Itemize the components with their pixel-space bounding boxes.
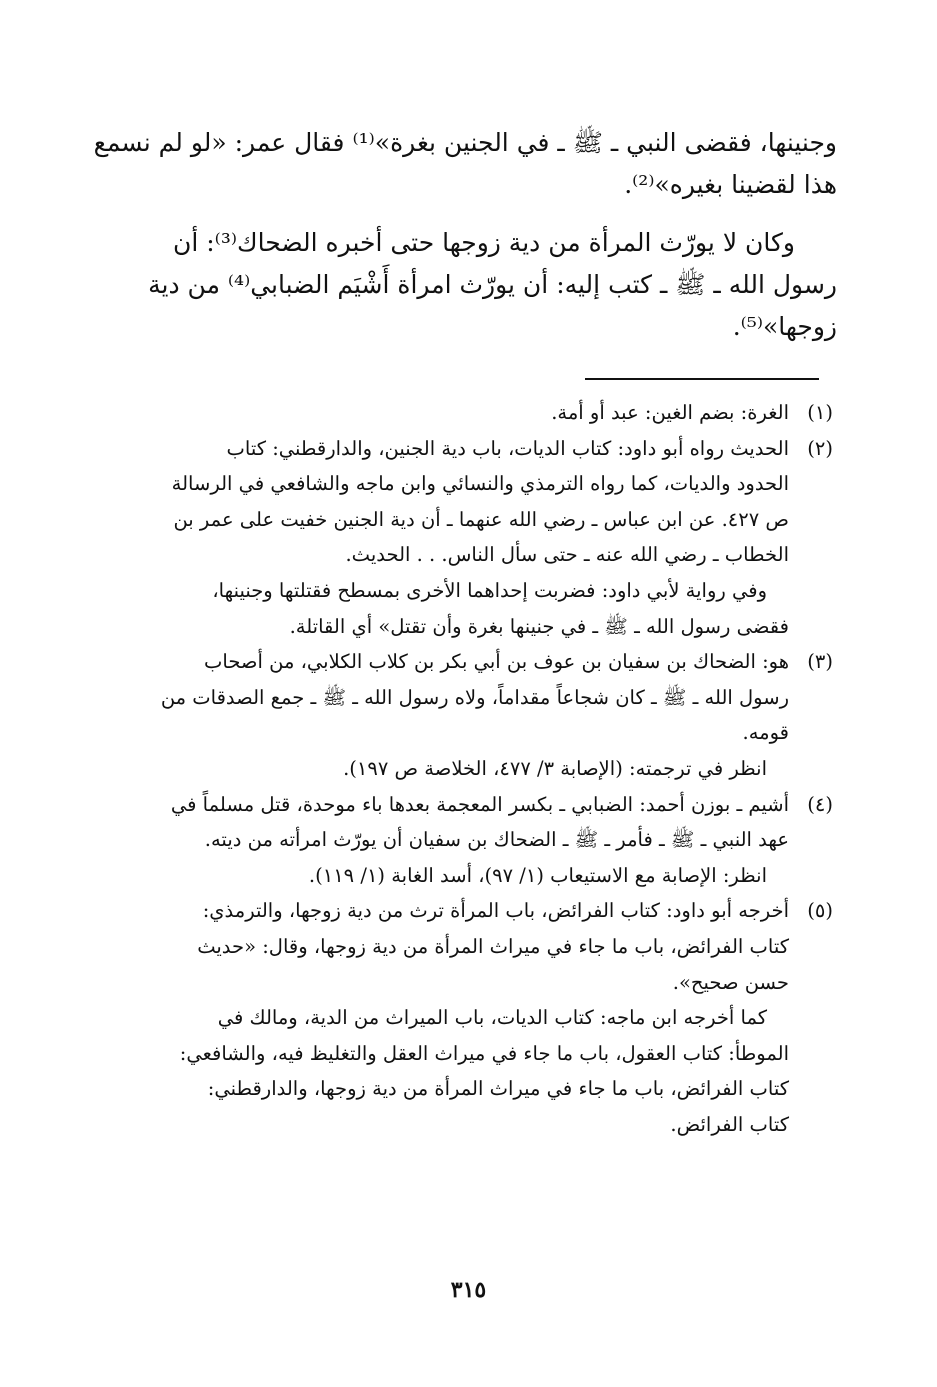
- footnote-line: انظر: الإصابة مع الاستيعاب (١/ ٩٧)، أسد الغابة (١/ ١١٩).: [308, 863, 767, 887]
- footnote-line: كما أخرجه ابن ماجه: كتاب الديات، باب الميراث من الدية، ومالك في: [217, 1006, 767, 1030]
- footnote-separator: [585, 378, 819, 380]
- footnote-5: [100, 893, 833, 1142]
- footnote-line: الحديث رواه أبو داود: كتاب الديات، باب دية الجنين، والدارقطني: كتاب: [226, 436, 789, 460]
- footnote-line: الحدود والديات، كما رواه الترمذي والنسائي وابن ماجه والشافعي في الرسالة: [171, 472, 789, 496]
- footnote-4: [100, 787, 833, 894]
- footnote-number: (٢): [807, 436, 833, 460]
- footnote-line: انظر في ترجمته: (الإصابة ٣/ ٤٧٧، الخلاصة ص ١٩٧).: [343, 756, 767, 780]
- body-line: زوجها»⁽⁵⁾.: [732, 312, 837, 341]
- body-line: رسول الله ـ ﷺ ـ كتب إليه: أن يورّث امرأة أَشْيَم الضبابي⁽⁴⁾ من دية: [148, 270, 837, 299]
- footnote-line: الموطأ: كتاب العقول، باب ما جاء في ميراث العقل والتغليظ فيه، والشافعي:: [179, 1041, 789, 1065]
- footnote-line: حسن صحيح».: [672, 970, 789, 994]
- footnote-line: الخطاب ـ رضي الله عنه ـ حتى سأل الناس. . . الحديث.: [345, 543, 789, 567]
- footnote-number: (٣): [807, 650, 833, 674]
- footnote-text: [100, 644, 789, 786]
- footnote-text: [100, 395, 789, 431]
- footnote-line: رسول الله ـ ﷺ ـ كان شجاعاً مقداماً، ولاه رسول الله ـ ﷺ ـ جمع الصدقات من: [160, 685, 789, 709]
- footnote-line: الغرة: بضم الغين: عبد أو أمة.: [551, 401, 789, 424]
- footnote-line: كتاب الفرائض، باب ما جاء في ميراث المرأة من دية زوجها، والدارقطني:: [207, 1077, 789, 1101]
- body-paragraph-2: [100, 222, 837, 348]
- body-paragraph-1: [93, 122, 837, 206]
- footnote-2: [100, 431, 833, 645]
- footnote-line: وفي رواية لأبي داود: فضربت إحداهما الأخرى بمسطح فقتلتها وجنينها،: [212, 578, 767, 602]
- footnote-line: أخرجه أبو داود: كتاب الفرائض، باب المرأة ترث من دية زوجها، والترمذي:: [202, 899, 789, 923]
- footnote-line: قومه.: [742, 721, 789, 745]
- footnote-number: (١): [807, 401, 833, 424]
- footnote-1: [100, 395, 833, 431]
- body-line: وكان لا يورّث المرأة من دية زوجها حتى أخبره الضحاك⁽³⁾: أن: [173, 228, 795, 257]
- footnotes: [100, 395, 833, 1142]
- footnote-line: فقضى رسول الله ـ ﷺ ـ في جنينها بغرة وأن تقتل» أي القاتلة.: [289, 614, 789, 638]
- footnote-text: [100, 787, 789, 894]
- footnote-3: [100, 644, 833, 786]
- footnote-line: كتاب الفرائض.: [670, 1112, 789, 1136]
- footnote-line: هو: الضحاك بن سفيان بن عوف بن أبي بكر بن كلاب الكلابي، من أصحاب: [204, 650, 789, 674]
- page-number: ٣١٥: [450, 1277, 487, 1303]
- footnote-line: ص ٤٢٧. عن ابن عباس ـ رضي الله عنهما ـ أن دية الجنين خفيت على عمر بن: [173, 507, 789, 531]
- body-line: وجنينها، فقضى النبي ـ ﷺ ـ في الجنين بغرة»⁽¹⁾ فقال عمر: «لو لم نسمع: [93, 128, 837, 157]
- footnote-number: (٤): [807, 792, 833, 816]
- footnote-line: كتاب الفرائض، باب ما جاء في ميراث المرأة من دية زوجها، وقال: «حديث: [197, 934, 789, 958]
- footnote-text: [100, 893, 789, 1142]
- footnote-text: [100, 431, 789, 645]
- body-line: هذا لقضينا بغيره»⁽²⁾.: [624, 170, 837, 199]
- footnote-line: أشيم ـ بوزن أحمد: الضبابي ـ بكسر المعجمة بعدها باء موحدة، قتل مسلماً في: [170, 792, 789, 816]
- footnote-line: عهد النبي ـ ﷺ ـ فأمر ـ ﷺ ـ الضحاك بن سفيان أن يورّث امرأته من ديته.: [204, 828, 789, 852]
- footnote-number: (٥): [807, 899, 833, 923]
